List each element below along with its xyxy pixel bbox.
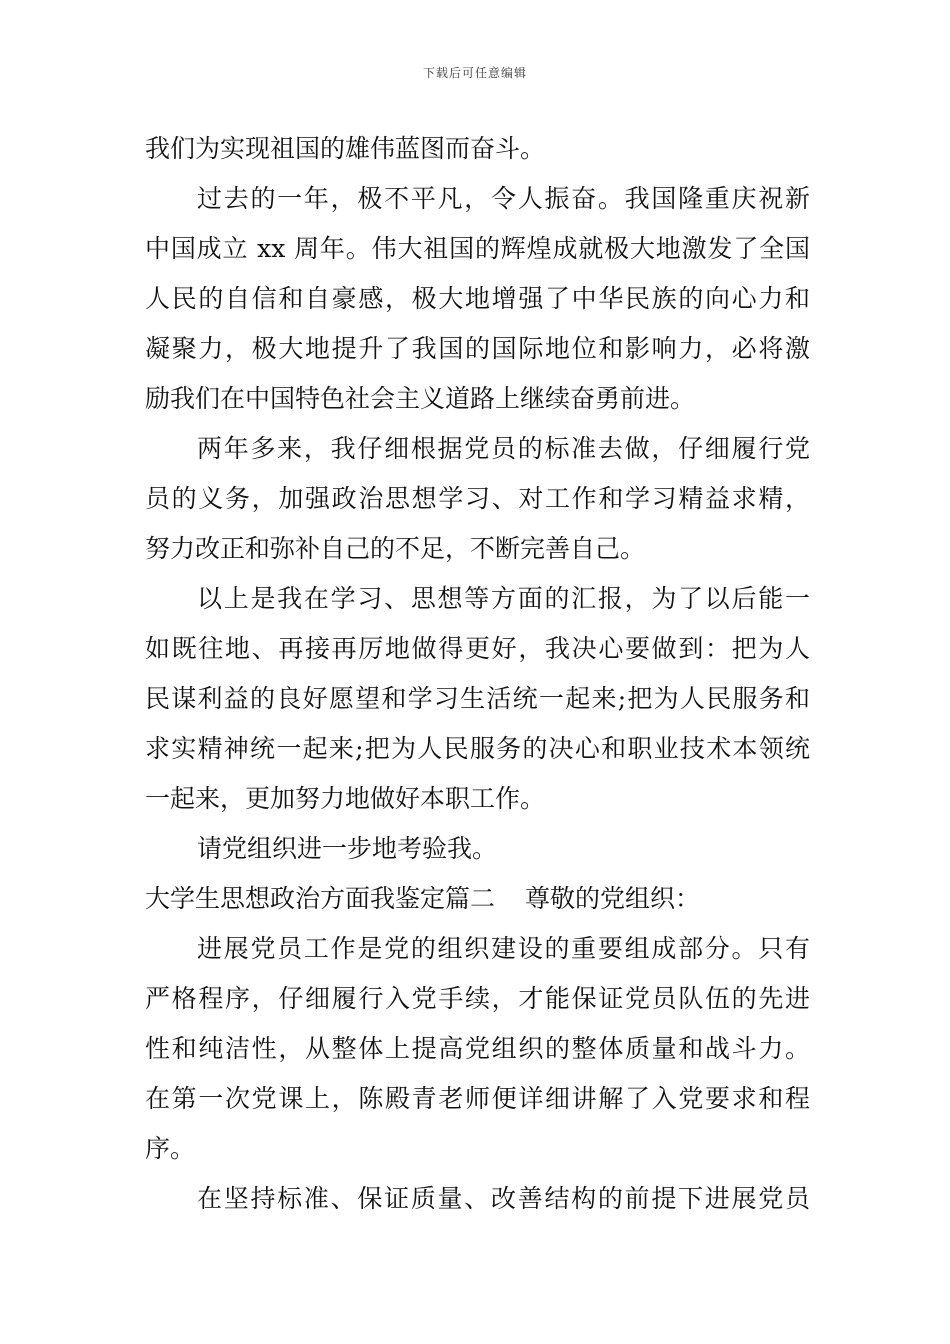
salutation: 尊敬的党组织： [525,884,701,913]
paragraph-line: 过去的一年，极不平凡，令人振奋。我国隆重庆祝新 [197,184,810,213]
paragraph-line: 在坚持标准、保证质量、改善结构的前提下进展党员 [197,1184,810,1213]
section-title: 大学生思想政治方面我鉴定篇二 [145,884,496,913]
paragraph-line: 励我们在中国特色社会主义道路上继续奋勇前进。 [145,384,696,413]
paragraph-line: 严格程序，仔细履行入党手续，才能保证党员队伍的先进 [145,984,810,1013]
paragraph-line: 人民的自信和自豪感，极大地增强了中华民族的向心力和 [145,284,810,313]
paragraph-line: 两年多来，我仔细根据党员的标准去做，仔细履行党 [197,434,810,463]
paragraph-line: 求实精神统一起来;把为人民服务的决心和职业技术本领统 [145,734,810,763]
paragraph-line: 民谋利益的良好愿望和学习生活统一起来;把为人民服务和 [145,684,810,713]
paragraph-line: 请党组织进一步地考验我。 [197,834,498,863]
paragraph-line: 以上是我在学习、思想等方面的汇报，为了以后能一 [197,584,810,613]
paragraph-line: 序。 [145,1134,196,1163]
paragraph-line: 我们为实现祖国的雄伟蓝图而奋斗。 [145,134,546,163]
page-header: 下载后可任意编辑 [422,66,527,80]
paragraph-line: 中国成立 xx 周年。伟大祖国的辉煌成就极大地激发了全国 [145,234,810,263]
paragraph-line: 员的义务，加强政治思想学习、对工作和学习精益求精， [145,484,810,513]
paragraph-line: 进展党员工作是党的组织建设的重要组成部分。只有 [197,934,810,963]
paragraph-line: 在第一次党课上，陈殿青老师便详细讲解了入党要求和程 [145,1084,810,1113]
paragraph-line: 一起来，更加努力地做好本职工作。 [145,784,546,813]
document-body [145,124,810,1224]
paragraph-line: 努力改正和弥补自己的不足，不断完善自己。 [145,534,646,563]
paragraph-line: 如既往地、再接再厉地做得更好，我决心要做到：把为人 [145,634,810,663]
section-heading [145,874,810,924]
paragraph-line: 性和纯洁性，从整体上提高党组织的整体质量和战斗力。 [145,1034,810,1063]
paragraph-line: 凝聚力，极大地提升了我国的国际地位和影响力，必将激 [145,334,810,363]
